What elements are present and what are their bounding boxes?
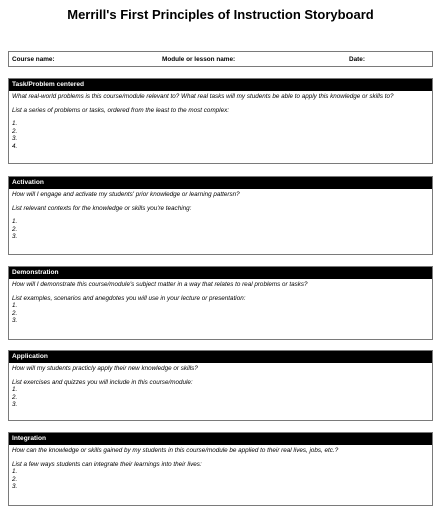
section-prompt: List examples, scenarios and anegdotes you will use in your lecture or presentation: (12, 294, 246, 302)
section-integration (8, 432, 433, 506)
list-item: 2. (12, 393, 18, 401)
section-prompt: List exercises and quizzes you will include in this course/module: (12, 378, 193, 386)
course-info-row (8, 51, 433, 67)
section-heading: Application (9, 351, 432, 363)
list-item: 2. (12, 475, 18, 483)
list-item: 3. (12, 483, 18, 491)
section-heading: Task/Problem centered (9, 79, 432, 91)
section-heading: Activation (9, 177, 432, 189)
list-item: 3. (12, 401, 18, 409)
section-prompt: List a few ways students can integrate their learnings into their lives: (12, 460, 202, 468)
section-question: How will my students practicly apply their new knowledge or skills? (12, 365, 198, 372)
list-item: 1. (12, 302, 18, 310)
course-name-label: Course name: (12, 55, 55, 63)
list-item: 1. (12, 386, 18, 394)
list-item: 1. (12, 468, 18, 476)
list-item: 2. (12, 309, 18, 317)
list-item: 2. (12, 225, 18, 233)
list-item: 3. (12, 317, 18, 325)
section-prompt: List relevant contexts for the knowledge or skills you're teaching: (12, 204, 192, 212)
section-prompt: List a series of problems or tasks, ordered from the least to the most complex: (12, 106, 229, 114)
section-question: How will I engage and activate my students' prior knowledge or learning pattersn? (12, 191, 240, 198)
list-item: 4. (12, 142, 18, 150)
section-question: How will I demonstrate this course/module's subject matter in a way that relates to real problems or tasks? (12, 281, 308, 288)
section-question: What real-world problems is this course/module relevant to? What real tasks will my students be able to apply this knowledge or skills to? (12, 93, 394, 100)
section-demonstration (8, 266, 433, 340)
list-item: 1. (12, 218, 18, 226)
date-label: Date: (349, 55, 365, 63)
section-task-problem (8, 78, 433, 164)
document-title: Merrill's First Principles of Instruction Storyboard (67, 7, 374, 22)
section-question: How can the knowledge or skills gained by my students in this course/module be applied to their real lives, jobs, etc.? (12, 447, 339, 454)
module-name-label: Module or lesson name: (162, 55, 236, 63)
list-item: 2. (12, 127, 18, 135)
section-heading: Integration (9, 433, 432, 445)
section-application (8, 350, 433, 421)
list-item: 1. (12, 120, 18, 128)
list-item: 3. (12, 233, 18, 241)
list-item: 3. (12, 135, 18, 143)
section-heading: Demonstration (9, 267, 432, 279)
section-activation (8, 176, 433, 255)
